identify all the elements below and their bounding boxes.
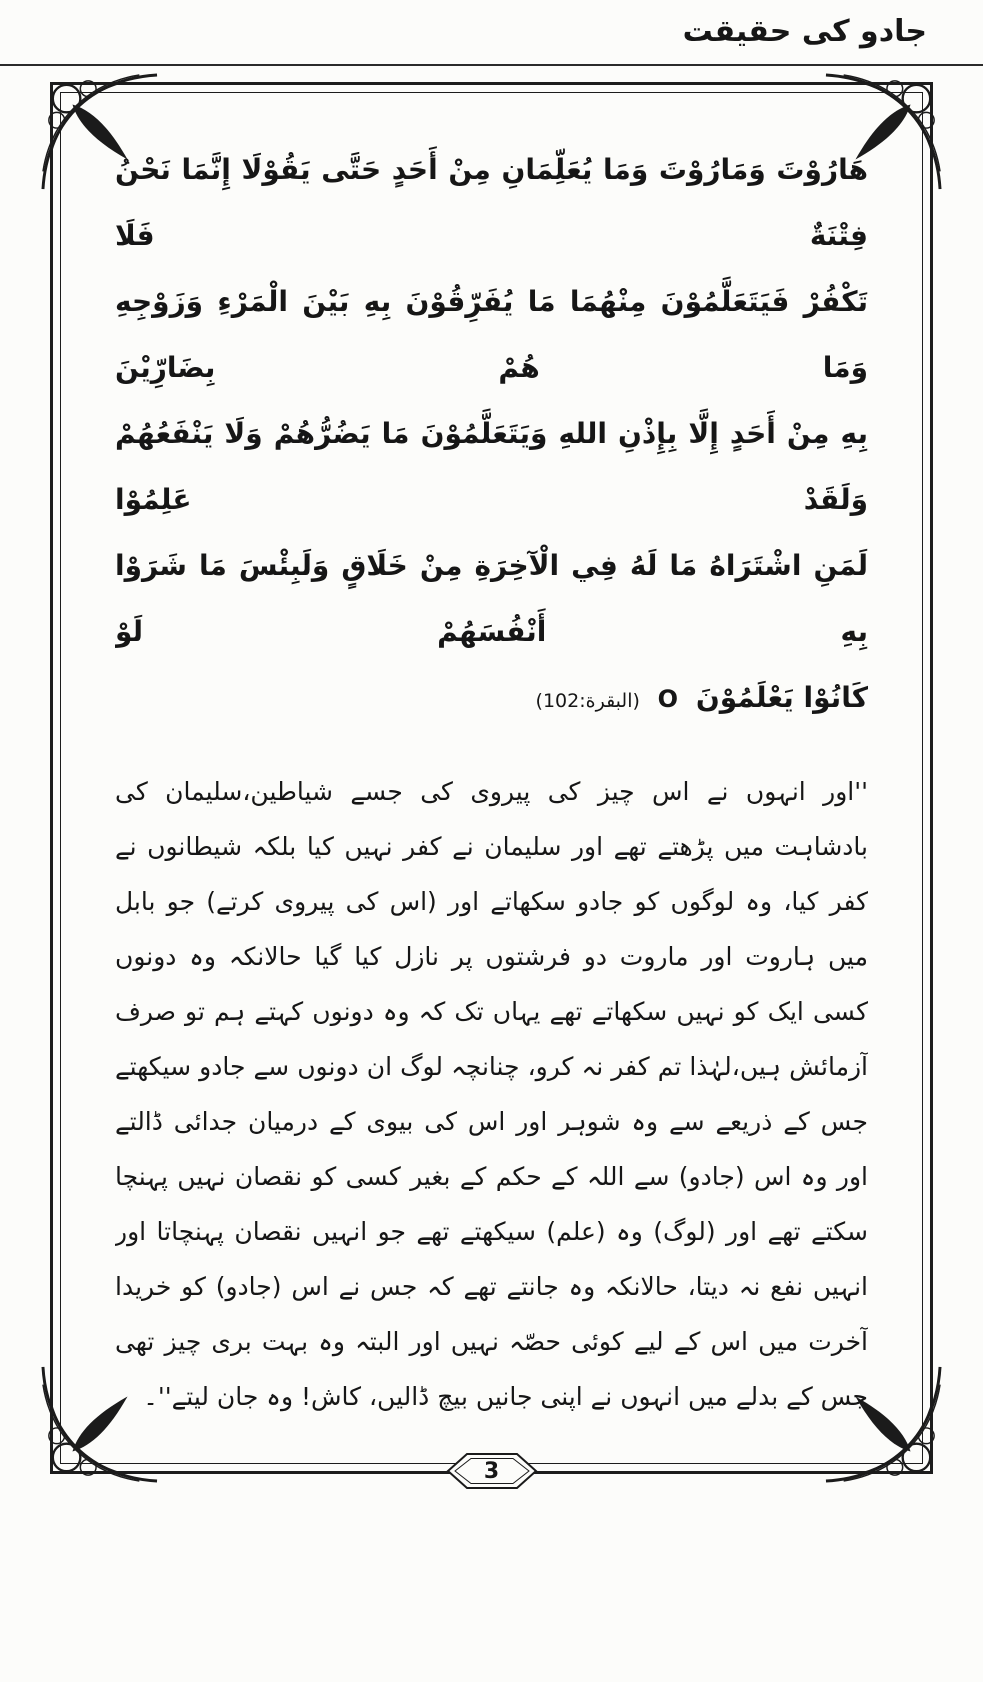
page-header-title: جادو کی حقیقت: [682, 14, 927, 49]
arabic-verse-line: كَانُوْا يَعْلَمُوْنَ: [695, 681, 868, 714]
arabic-verse-last-line: [115, 665, 868, 734]
urdu-translation: ''اور انہوں نے اس چیز کی پیروی کی جسے شیاطین،سلیمان کی بادشاہت میں پڑھتے تھے اور سلیمان نے کفر نہیں کیا بلکہ شیطانوں نے کفر کیا، وہ لوگوں کو جادو سکھاتے اور (اس کی پیروی کرتے) جو بابل میں ہاروت اور ماروت دو فرشتوں پر نازل کیا گیا حالانکہ وہ دونوں کسی ایک کو نہیں سکھاتے تھے یہاں تک کہ وہ دونوں کہتے ہم تو صرف آزمائش ہیں،لہٰذا تم کفر نہ کرو، چنانچہ لوگ ان دونوں سے جادو سیکھتے جس کے ذریعے سے وہ شوہر اور اس کی بیوی کے درمیان جدائی ڈالتے اور وہ اس (جادو) سے اللہ کے حکم کے بغیر کسی کو نقصان نہیں پہنچا سکتے تھے اور (لوگ) وہ (علم) سیکھتے تھے جو انہیں نقصان پہنچاتا اور انہیں نفع نہ دیتا، حالانکہ وہ جانتے تھے کہ جس نے اس (جادو) کو خریدا آخرت میں اس کے لیے کوئی حصّہ نہیں اور البتہ وہ بہت بری چیز تھی جس کے بدلے میں انہوں نے اپنی جانیں بیچ ڈالیں، کاش! وہ جان لیتے''۔: [115, 777, 868, 1411]
page-number-badge: [445, 1450, 539, 1492]
arabic-verse-line: هَارُوْتَ وَمَارُوْتَ وَمَا يُعَلِّمَانِ مِنْ أَحَدٍ حَتَّى يَقُوْلَا إِنَّمَا نَحْنُ فِتْنَةٌ فَلَا: [115, 153, 868, 252]
header-rule: [0, 64, 983, 66]
ayah-end-mark: O: [657, 685, 679, 713]
decorative-frame: [50, 82, 933, 1484]
verse-reference: (البقرة:102): [535, 690, 640, 712]
arabic-verse-line: بِهِ مِنْ أَحَدٍ إِلَّا بِإِذْنِ اللهِ وَيَتَعَلَّمُوْنَ مَا يَضُرُّهُمْ وَلَا يَنْفَعُهُمْ وَلَقَدْ عَلِمُوْا: [115, 417, 868, 516]
arabic-verse: [115, 137, 868, 734]
arabic-verse-line: لَمَنِ اشْتَرَاهُ مَا لَهُ فِي الْآخِرَةِ مِنْ خَلَاقٍ وَلَبِئْسَ مَا شَرَوْا بِهِ أَنْفُسَهُمْ لَوْ: [115, 549, 868, 648]
page-content: [115, 137, 868, 1429]
page-number: 3: [483, 1458, 500, 1484]
arabic-verse-line: تَكْفُرْ فَيَتَعَلَّمُوْنَ مِنْهُمَا مَا يُفَرِّقُوْنَ بِهِ بَيْنَ الْمَرْءِ وَزَوْجِهِ وَمَا هُمْ بِضَارِّيْنَ: [115, 285, 868, 384]
